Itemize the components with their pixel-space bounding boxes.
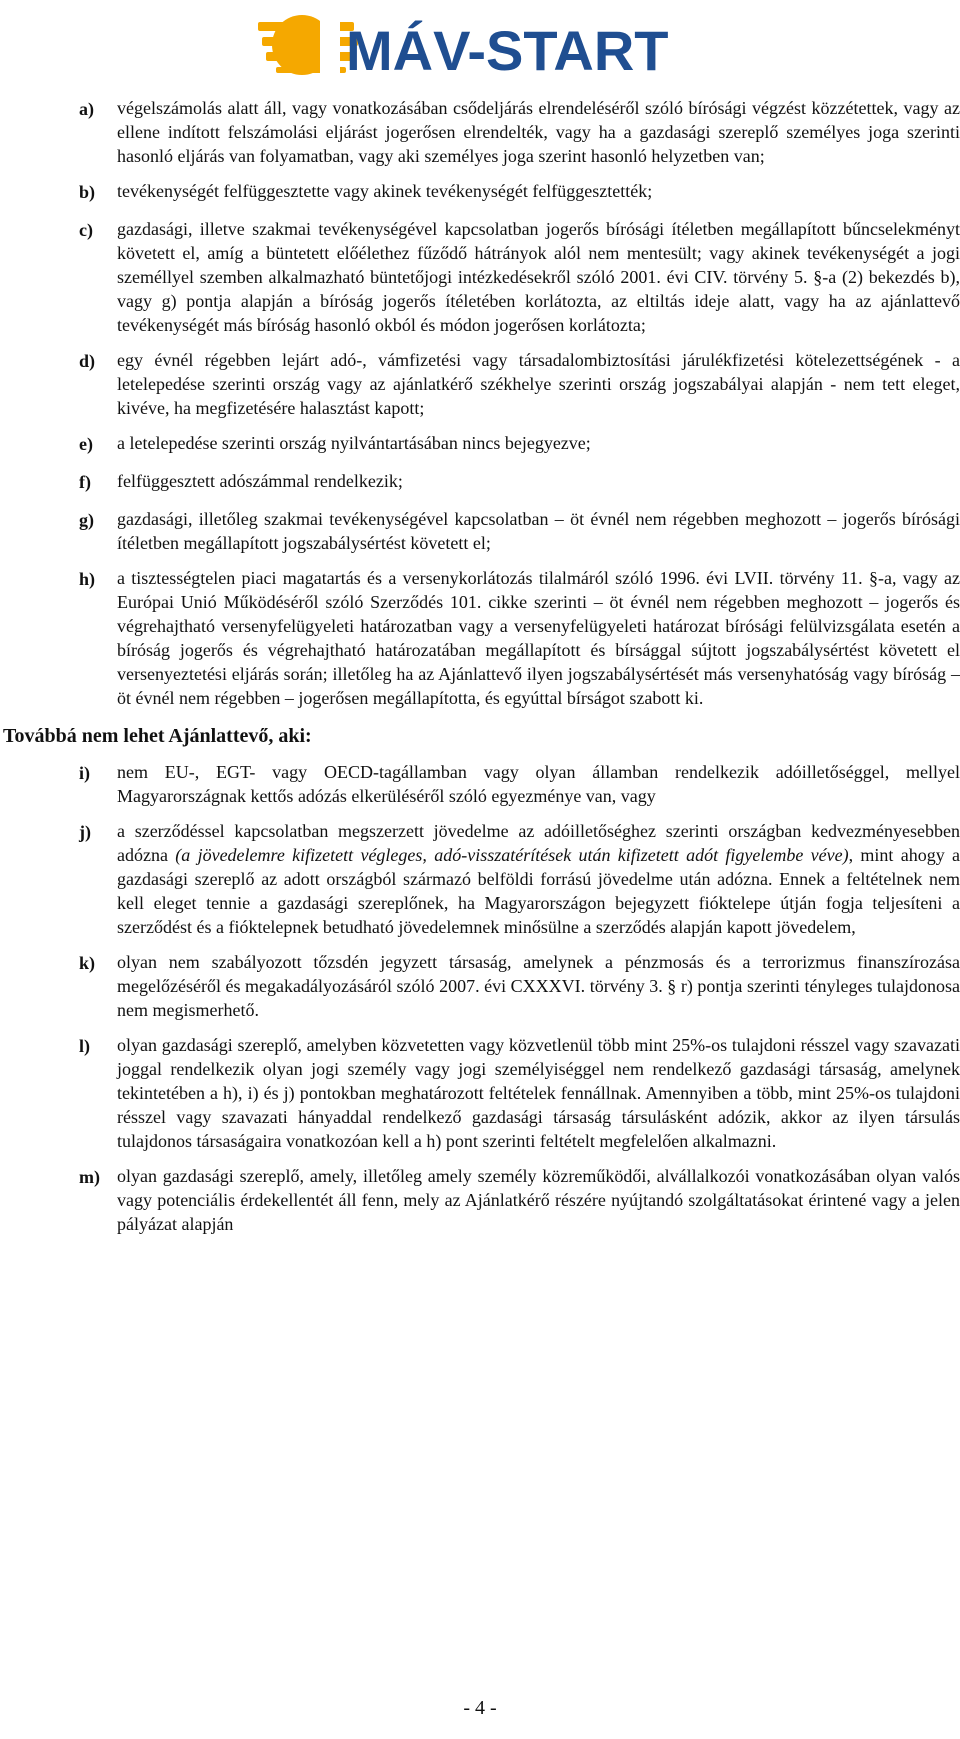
- list-item-k: [0, 950, 960, 1022]
- list-item-e: [0, 431, 960, 458]
- list-item-h: [0, 566, 960, 710]
- list-item-l: [0, 1033, 960, 1153]
- item-text: olyan gazdasági szereplő, amely, illetőleg amely személy közreműködői, alvállalkozói vonatkozásában olyan valós vagy potenciális érdekellentét áll fenn, mely az Ajánlatkérő részére nyújtandó szolgáltatásokat érintené vagy a jelen pályázat alapján: [117, 1166, 960, 1234]
- item-text: felfüggesztett adószámmal rendelkezik;: [117, 471, 403, 491]
- logo-wordmark: MÁV-START: [346, 19, 669, 82]
- page-number: - 4 -: [463, 1697, 497, 1719]
- list-item-g: [0, 507, 960, 555]
- document-body: [0, 96, 960, 1236]
- item-text-after: , mint ahogy a gazdasági szereplő az adott országból származó belföldi forrású jövedelme után adózna. Ennek a feltételnek nem kell eleget tennie a gazdasági szereplőnek, ha Magyarországon bejegyzett fióktelepe útján fogja teljesíteni a szerződést és a fióktelepnek betudható jövedelemnek minősülne a szerződés alapján kapott jövedelem,: [117, 845, 960, 937]
- item-label: h): [79, 569, 96, 589]
- mav-start-logo-mark: [248, 6, 678, 84]
- item-label: j): [79, 822, 91, 842]
- mav-start-logo: [248, 6, 678, 84]
- item-label: f): [79, 472, 91, 492]
- section-heading: Továbbá nem lehet Ajánlattevő, aki:: [3, 725, 312, 747]
- list-item-b: [0, 179, 960, 206]
- list-item-m: [0, 1164, 960, 1236]
- item-text: tevékenységét felfüggesztette vagy akinek tevékenységét felfüggesztették;: [117, 181, 653, 201]
- item-text: egy évnél régebben lejárt adó-, vámfizetési vagy társadalombiztosítási járulékfizetési kötelezettségének - a letelepedése szerinti ország vagy az ajánlatkérő székhelye szerinti ország jogszabályai alapján - nem tett eleget, kivéve, ha megfizetésére halasztást kapott;: [117, 350, 960, 418]
- item-label: d): [79, 351, 96, 371]
- list-item-d: [0, 348, 960, 420]
- item-text: végelszámolás alatt áll, vagy vonatkozásában csődeljárás elrendeléséről szóló bírósági végzést közzétettek, vagy az ellene indított felszámolási eljárást jogerősen elrendelték, vagy ha a gazdasági szereplő személyes joga szerinti hasonló eljárás van folyamatban, vagy aki személyes joga szerint hasonló helyzetben van;: [117, 98, 960, 166]
- item-text: [117, 819, 960, 939]
- item-text: nem EU-, EGT- vagy OECD-tagállamban vagy olyan államban rendelkezik adóilletőséggel, mellyel Magyarországnak kettős adózás elkerüléséről szóló egyezménye van, vagy: [117, 762, 960, 806]
- item-text: olyan gazdasági szereplő, amelyben közvetetten vagy közvetlenül több mint 25%-os tulajdoni résszel vagy szavazati joggal rendelkezik olyan jogi személy vagy jogi személyiséggel nem rendelkező gazdasági társaság, amelynek tekintetében a h), i) és j) pontokban meghatározott feltételek fennállnak. Amennyiben a több, mint 25%-os tulajdoni résszel vagy szavazati hányaddal rendelkező gazdasági társaság társulásként adózik, akkor az ilyen társulás tulajdonos társaságaira vonatkozóan kell a h) pont szerinti feltételt megfelelően alkalmazni.: [117, 1035, 960, 1151]
- item-label: c): [79, 220, 93, 240]
- item-text: a letelepedése szerinti ország nyilvántartásában nincs bejegyezve;: [117, 433, 591, 453]
- item-text: gazdasági, illetve szakmai tevékenységével kapcsolatban jogerős bírósági ítéletben megállapított bűncselekményt követett el, amíg a büntetett előélethez fűződő hátrányok alól nem mentesült; vagy akinek tevékenységét a jogi személlyel szemben alkalmazható büntetőjogi intézkedésekről szóló 2001. évi CIV. törvény 5. §-a (2) bekezdés b), vagy g) pontja alapján a bíróság jogerős ítéletében korlátozta, az eltiltás ideje alatt, vagy ha az ajánlattevő tevékenységét más bíróság hasonló okból és módon jogerősen korlátozta;: [117, 219, 960, 335]
- item-text: a tisztességtelen piaci magatartás és a versenykorlátozás tilalmáról szóló 1996. évi LVII. törvény 11. §-a, vagy az Európai Unió Működéséről szóló Szerződés 101. cikke szerinti – öt évnél nem régebben meghozott – jogerős és végrehajtható versenyfelügyeleti határozatban vagy a versenyfelügyeleti határozat bírósági felülvizsgálata esetén a bíróság jogerős és végrehajtható határozatában megállapított és bírsággal sújtott jogszabálysértést követett el versenyeztetési eljárás során; illetőleg ha az Ajánlattevő ilyen jogszabálysértését más versenyhatóság vagy bíróság – öt évnél nem régebben – jogerősen megállapította, és egyúttal bírságot szabott ki.: [117, 568, 960, 708]
- list-item-a: [0, 96, 960, 168]
- item-label: a): [79, 99, 94, 119]
- list-item-i: [0, 760, 960, 808]
- item-label: e): [79, 434, 93, 454]
- item-label: m): [79, 1167, 100, 1187]
- item-text-italic: (a jövedelemre kifizetett végleges, adó-visszatérítések után kifizetett adót figyelembe véve): [175, 845, 849, 865]
- item-text-before: a szerződéssel kapcsolatban megszerzett jövedelme az adóilletőséghez szerinti országban kedvezményesebben adózna: [117, 821, 960, 865]
- list-item-c: [0, 217, 960, 337]
- list-item-f: [0, 469, 960, 496]
- list-item-j: [0, 819, 960, 939]
- item-text: gazdasági, illetőleg szakmai tevékenységével kapcsolatban – öt évnél nem régebben meghozott – jogerős bírósági ítéletben megállapított jogszabálysértést követett el;: [117, 509, 960, 553]
- item-label: l): [79, 1036, 90, 1056]
- item-label: i): [79, 763, 90, 783]
- item-text: olyan nem szabályozott tőzsdén jegyzett társaság, amelynek a pénzmosás és a terrorizmus finanszírozása megelőzéséről és megakadályozásáról szóló 2007. évi CXXXVI. törvény 3. § r) pontja szerinti tényleges tulajdonosa nem megismerhető.: [117, 952, 960, 1020]
- item-label: g): [79, 510, 94, 530]
- item-label: b): [79, 182, 96, 202]
- item-label: k): [79, 953, 96, 973]
